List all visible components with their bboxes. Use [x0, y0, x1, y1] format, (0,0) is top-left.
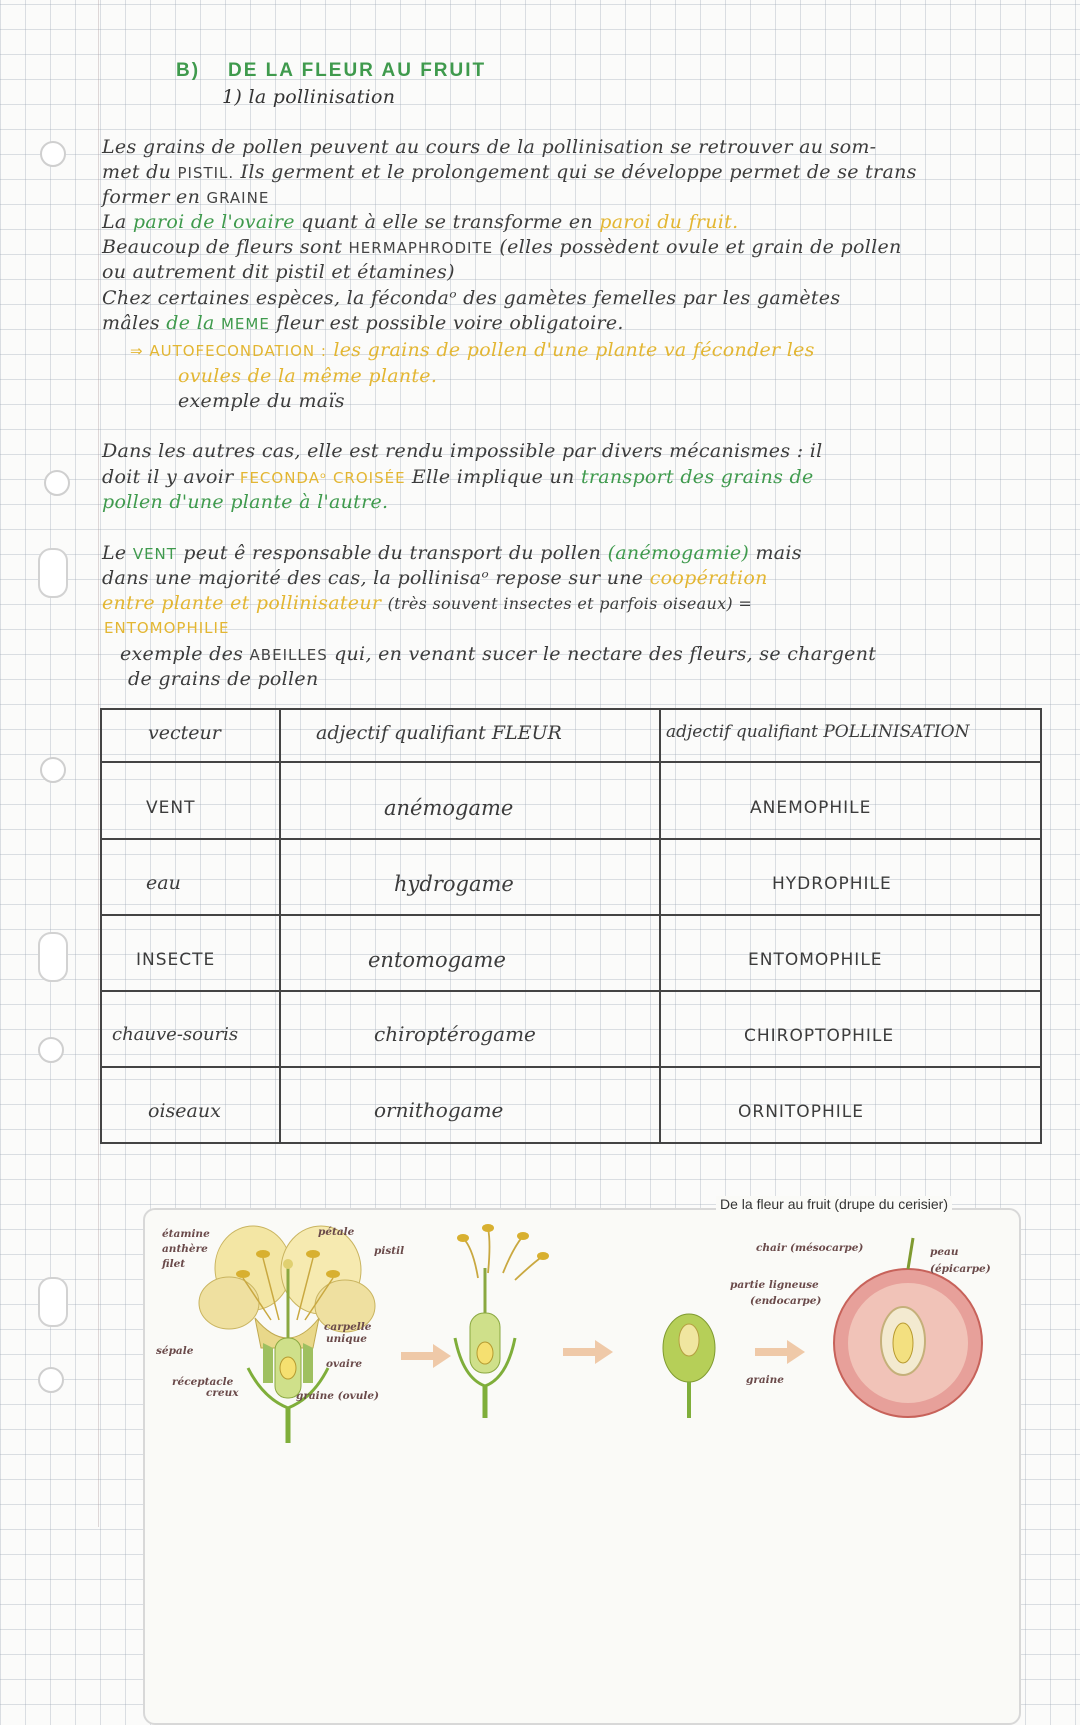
text-span: La [102, 211, 127, 233]
text-line [102, 567, 768, 589]
text-span: quant à elle se transforme en [301, 211, 593, 233]
cell-fleur: hydrogame [394, 872, 514, 896]
label-epicarpe: (épicarpe) [930, 1263, 991, 1275]
text-span: dans une majorité des cas, la pollinisaᵒ repose sur une [102, 567, 644, 589]
term-fecondation-croisee: FECONDAᵒ CROISÉE [239, 469, 406, 487]
label-filet: filet [162, 1258, 186, 1270]
text-line [102, 161, 917, 183]
label-partie-ligneuse: partie ligneuse [730, 1279, 819, 1291]
label-endocarpe: (endocarpe) [750, 1295, 822, 1307]
binder-ring [38, 1277, 68, 1327]
text-span: Elle implique un [411, 466, 575, 488]
cell-pollinisation: ORNITOPHILE [738, 1102, 864, 1122]
table-rule [102, 838, 1040, 840]
arrow-icon [755, 1340, 805, 1364]
text-line: Chez certaines espèces, la fécondaᵒ des gamètes femelles par les gamètes [102, 287, 841, 309]
term-abeilles: ABEILLES [249, 646, 328, 664]
label-graine: graine [746, 1374, 784, 1386]
cell-vecteur: eau [146, 872, 181, 894]
arrow-icon [401, 1344, 451, 1368]
header-vecteur: vecteur [148, 722, 221, 744]
text-line [102, 211, 738, 233]
cell-pollinisation: ENTOMOPHILE [748, 950, 883, 970]
text-span: exemple des [120, 643, 244, 665]
label-graine-ovule: graine (ovule) [296, 1390, 379, 1402]
term-entomophilie: ENTOMOPHILIE [104, 619, 230, 637]
binder-hole [40, 757, 66, 783]
cell-vecteur: chauve-souris [112, 1024, 239, 1045]
figure-title: De la fleur au fruit (drupe du cerisier) [716, 1196, 952, 1212]
table-rule [102, 914, 1040, 916]
term-meme: MEME [220, 315, 270, 333]
term-autofecondation: ⇒ AUTOFECONDATION : [130, 342, 327, 360]
cell-fleur: chiroptérogame [374, 1022, 536, 1046]
label-pistil: pistil [374, 1245, 405, 1257]
subsection-title: 1) la pollinisation [222, 86, 396, 108]
cell-vecteur: oiseaux [148, 1100, 221, 1122]
table-divider [659, 710, 661, 1142]
margin-line [98, 0, 99, 1527]
page-title: DE LA FLEUR AU FRUIT [228, 60, 487, 81]
text-line: ou autrement dit pistil et étamines) [102, 261, 455, 283]
section-label: B) [176, 60, 201, 81]
text-line: Les grains de pollen peuvent au cours de la pollinisation se retrouver au som- [102, 136, 877, 158]
label-chair: chair (mésocarpe) [756, 1242, 864, 1254]
binder-hole [40, 141, 66, 167]
text-line: ovules de la même plante. [178, 365, 438, 387]
text-line: pollen d'une plante à l'autre. [102, 491, 389, 513]
cell-pollinisation: ANEMOPHILE [750, 798, 872, 818]
binder-ring [38, 548, 68, 598]
text-span: peut ê responsable du transport du pollen [183, 542, 602, 564]
term-vent: VENT [132, 545, 177, 563]
cell-vecteur: INSECTE [136, 950, 216, 970]
text-line [102, 542, 802, 564]
pollination-table [100, 708, 1042, 1144]
cell-fleur: anémogame [384, 796, 514, 820]
text-line [102, 236, 902, 258]
header-fleur: adjectif qualifiant FLEUR [316, 722, 562, 744]
label-unique: unique [326, 1333, 367, 1345]
text-span: doit il y avoir [102, 466, 234, 488]
text-line [120, 643, 876, 665]
young-fruit-drawing [663, 1314, 715, 1418]
cell-vecteur: VENT [146, 798, 196, 818]
text-span: former en [102, 186, 201, 208]
binder-ring [38, 932, 68, 982]
text-span: les grains de pollen d'une plante va féconder les [333, 339, 815, 361]
term-paroi-ovaire: paroi de l'ovaire [132, 211, 295, 233]
term-anemogamie: (anémogamie) [607, 542, 750, 564]
term-graine: GRAINE [206, 189, 270, 207]
text-span: entre plante et pollinisateur [102, 592, 382, 614]
label-ovaire: ovaire [326, 1358, 363, 1370]
label-receptacle: réceptacle [172, 1376, 234, 1388]
term-hermaphrodite: HERMAPHRODITE [348, 239, 494, 257]
table-divider [279, 710, 281, 1142]
label-anthere: anthère [162, 1243, 208, 1255]
text-span: (très souvent insectes et parfois oiseaux) = [387, 594, 753, 613]
pollinated-flower-drawing [455, 1224, 549, 1418]
term-cooperation: coopération [649, 567, 768, 589]
header-pollinisation: adjectif qualifiant POLLINISATION [666, 722, 970, 742]
text-line: Dans les autres cas, elle est rendu impossible par divers mécanismes : il [102, 440, 823, 462]
text-span: qui, en venant sucer le nectare des fleurs, se chargent [334, 643, 877, 665]
term-paroi-fruit: paroi du fruit. [599, 211, 739, 233]
text-span: mais [755, 542, 802, 564]
binder-hole [38, 1037, 64, 1063]
label-petale: pétale [318, 1226, 355, 1238]
table-rule [102, 990, 1040, 992]
table-rule [102, 1066, 1040, 1068]
term-pistil: PISTIL. [177, 164, 235, 182]
text-line [130, 339, 815, 361]
term-transport: transport des grains de [580, 466, 814, 488]
text-span: de la [166, 312, 215, 334]
table-rule [102, 761, 1040, 763]
arrow-icon [563, 1340, 613, 1364]
text-line: de grains de pollen [128, 668, 319, 690]
text-span: met du [102, 161, 172, 183]
label-etamine: étamine [162, 1228, 210, 1240]
text-line [102, 466, 814, 488]
text-span: Le [102, 542, 127, 564]
text-span: (elles possèdent ovule et grain de pollen [499, 236, 902, 258]
label-carpelle: carpelle [324, 1321, 372, 1333]
binder-hole [38, 1367, 64, 1393]
binder-hole [44, 470, 70, 496]
cell-fleur: ornithogame [374, 1098, 504, 1122]
cell-pollinisation: CHIROPTOPHILE [744, 1026, 895, 1046]
flower-fruit-illustration [143, 1208, 1021, 1725]
text-span: fleur est possible voire obligatoire. [276, 312, 624, 334]
label-sepale: sépale [156, 1345, 194, 1357]
text-line [102, 592, 752, 614]
text-span: Ils germent et le prolongement qui se développe permet de se trans [240, 161, 917, 183]
text-line: exemple du maïs [178, 390, 345, 412]
text-line [102, 186, 269, 208]
cell-pollinisation: HYDROPHILE [772, 874, 892, 894]
cell-fleur: entomogame [368, 948, 506, 972]
label-peau: peau [930, 1246, 959, 1258]
text-span: Beaucoup de fleurs sont [102, 236, 343, 258]
text-span: mâles [102, 312, 160, 334]
text-line [102, 312, 624, 334]
label-creux: creux [206, 1387, 239, 1399]
